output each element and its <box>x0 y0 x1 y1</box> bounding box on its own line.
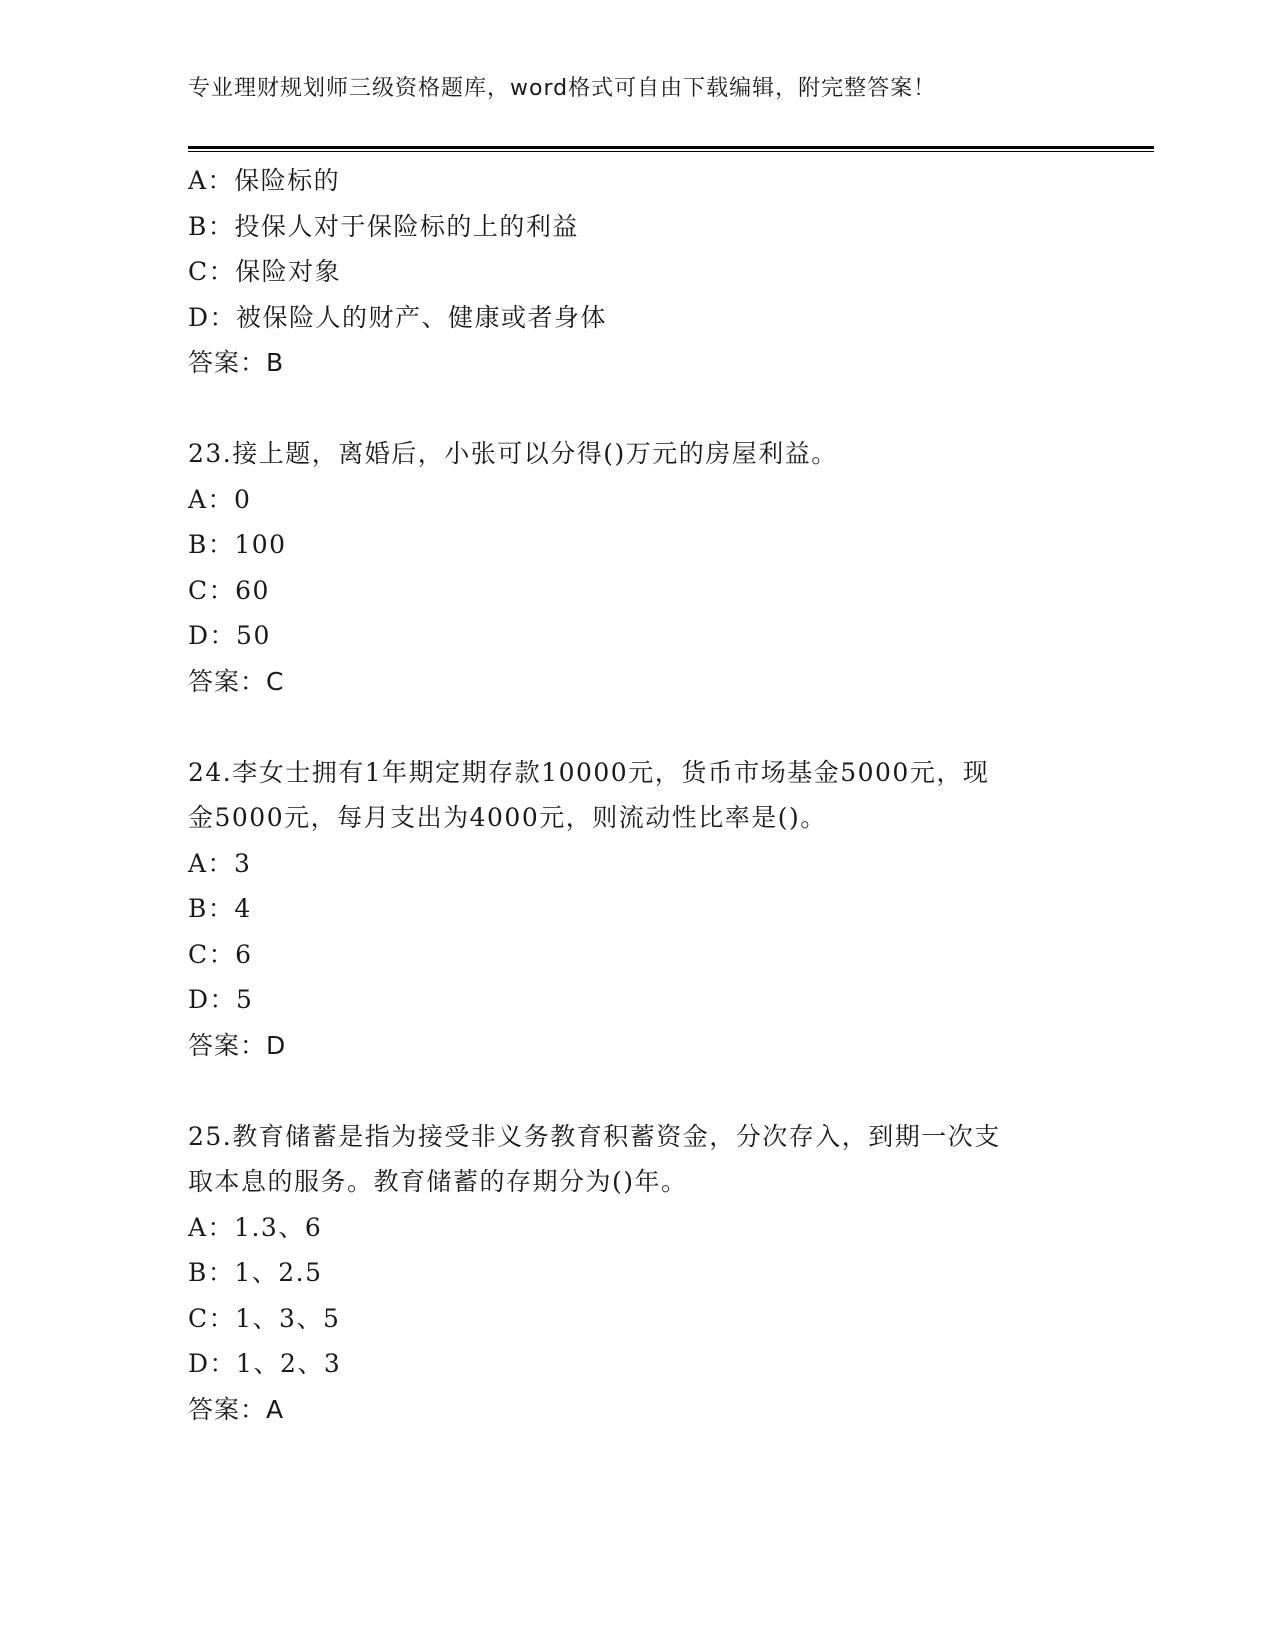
option-c: C：1、3、5 <box>188 1303 341 1333</box>
option-d: D：5 <box>188 985 254 1014</box>
question-23 <box>188 431 1088 704</box>
option-b: B：4 <box>188 894 252 923</box>
question-24 <box>188 750 1088 1069</box>
option-a: A：3 <box>188 848 252 878</box>
spacer <box>188 1068 1088 1114</box>
option-b: B：投保人对于保险标的上的利益 <box>188 211 579 241</box>
option-c: C：6 <box>188 939 253 969</box>
answer-line: 答案：C <box>188 666 285 696</box>
header-rule-thick <box>188 146 1154 149</box>
option-c: C：60 <box>188 575 270 605</box>
question-stem: 23.接上题，离婚后，小张可以分得()万元的房屋利益。 <box>188 439 838 468</box>
option-a: A：0 <box>188 484 252 514</box>
option-a: A：1.3、6 <box>188 1212 323 1242</box>
option-d: D：被保险人的财产、健康或者身体 <box>188 302 608 332</box>
question-stem-line-2: 金5000元，每月支出为4000元，则流动性比率是()。 <box>188 803 827 832</box>
option-d: D：1、2、3 <box>188 1349 342 1378</box>
option-c: C：保险对象 <box>188 257 342 286</box>
question-22-continuation <box>188 158 1088 386</box>
question-stem-line-2: 取本息的服务。教育储蓄的存期分为()年。 <box>188 1167 688 1196</box>
option-d: D：50 <box>188 621 271 650</box>
answer-line: 答案：D <box>188 1030 287 1060</box>
header-rule-thin <box>188 151 1154 152</box>
page-header: 专业理财规划师三级资格题库，word格式可自由下载编辑，附完整答案！ <box>188 76 937 101</box>
option-b: B：1、2.5 <box>188 1258 323 1287</box>
spacer <box>188 386 1088 432</box>
question-stem-line-1: 25.教育储蓄是指为接受非义务教育积蓄资金，分次存入，到期一次支 <box>188 1121 1001 1151</box>
question-stem-line-1: 24.李女士拥有1年期定期存款10000元，货币市场基金5000元，现 <box>188 757 990 787</box>
option-b: B：100 <box>188 530 287 559</box>
answer-line: 答案：A <box>188 1394 285 1424</box>
spacer <box>188 704 1088 750</box>
question-25 <box>188 1114 1088 1433</box>
document-body <box>188 158 1088 1432</box>
option-a: A：保险标的 <box>188 166 341 195</box>
answer-line: 答案：B <box>188 348 285 377</box>
